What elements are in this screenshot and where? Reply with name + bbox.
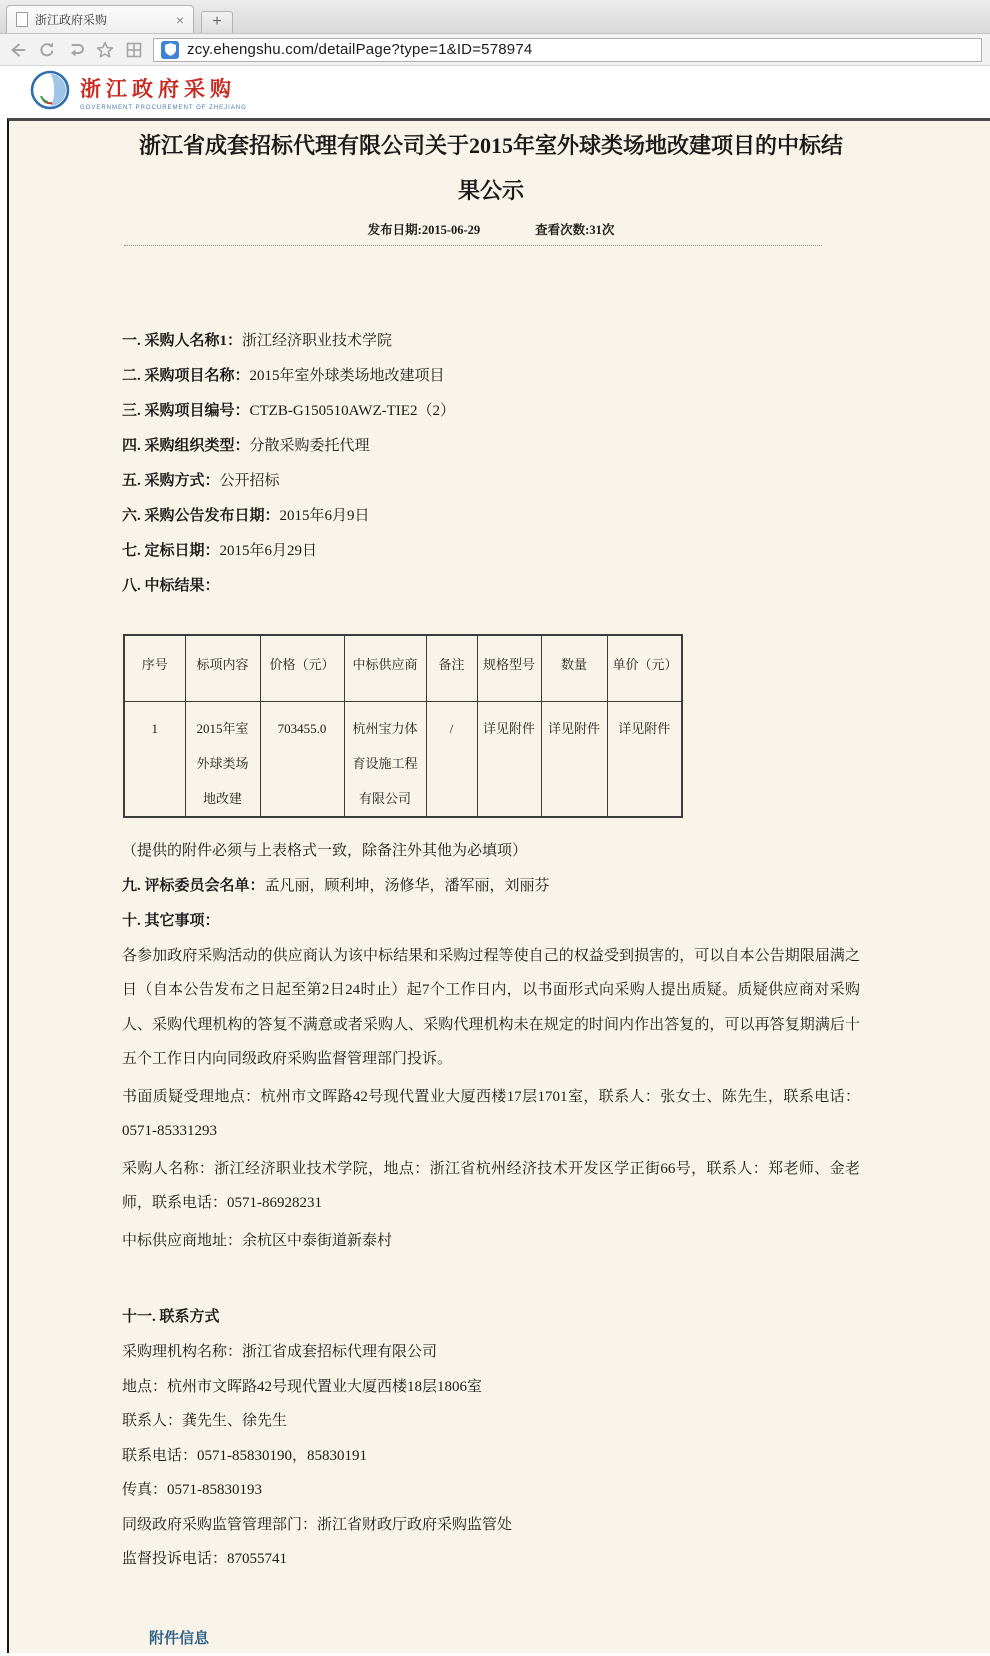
browser-tab[interactable] xyxy=(6,5,194,33)
site-logo-subtitle: GOVERNMENT PROCUREMENT OF ZHEJIANG xyxy=(80,105,247,111)
column-header: 数量 xyxy=(541,635,607,701)
item-value: 公开招标 xyxy=(219,473,280,489)
item-value: 浙江经济职业技术学院 xyxy=(242,333,393,349)
list-item xyxy=(122,499,860,534)
tab-close-icon[interactable]: × xyxy=(175,11,184,28)
contact-line: 联系电话：0571-85830190，85830191 xyxy=(122,1447,367,1464)
item-label: 三. 采购项目编号： xyxy=(122,403,250,419)
browser-tab-bar xyxy=(0,0,990,34)
site-security-shield-icon[interactable] xyxy=(161,41,179,59)
site-header xyxy=(0,66,990,118)
list-item xyxy=(122,569,860,604)
contact-line: 地点：杭州市文晖路42号现代置业大厦西楼18层1806室 xyxy=(122,1378,483,1395)
page-title: 浙江省成套招标代理有限公司关于2015年室外球类场地改建项目的中标结果公示 xyxy=(138,133,843,203)
item-label: 四. 采购组织类型： xyxy=(122,438,250,454)
item-label: 五. 采购方式： xyxy=(122,473,220,489)
info-items xyxy=(122,324,860,604)
item-label: 七. 定标日期： xyxy=(122,543,220,559)
url-text[interactable]: zcy.ehengshu.com/detailPage?type=1&ID=578974 xyxy=(187,41,533,58)
bid-result-table xyxy=(123,634,683,818)
paragraph: 书面质疑受理地点：杭州市文晖路42号现代置业大厦西楼17层1701室，联系人：张女士、陈先生，联系电话：0571-85331293 xyxy=(122,1088,860,1139)
item-value: 2015年6月29日 xyxy=(219,543,318,559)
item-value: 2015年室外球类场地改建项目 xyxy=(249,368,445,384)
item-label: 二. 采购项目名称： xyxy=(122,368,250,384)
item-label: 八. 中标结果： xyxy=(122,578,220,594)
item-label: 六. 采购公告发布日期： xyxy=(122,508,280,524)
list-item xyxy=(122,534,860,569)
table-cell: / xyxy=(426,701,477,817)
divider xyxy=(124,245,822,246)
list-item xyxy=(122,359,860,394)
paragraph: 各参加政府采购活动的供应商认为该中标结果和采购过程等使自己的权益受到损害的，可以自本公告期限届满之日（自本公告发布之日起至第2日24时止）起7个工作日内，以书面形式向采购人提出质疑。质疑供应商对采购人、采购代理机构的答复不满意或者采购人、采购代理机构未在规定的时间内作出答复的，可以再答复期满后十五个工作日内向同级政府采购监督管理部门投诉。 xyxy=(122,947,860,1067)
table-cell: 2015年室外球类场地改建 xyxy=(185,701,260,817)
address-bar[interactable] xyxy=(153,38,982,62)
item-label: 九. 评标委员会名单： xyxy=(122,877,265,894)
site-logo-title[interactable]: 浙江政府采购 xyxy=(80,77,236,101)
back-icon[interactable] xyxy=(8,40,28,60)
site-logo-icon xyxy=(30,70,70,115)
publish-date: 发布日期:2015-06-29 xyxy=(367,223,481,237)
page-content xyxy=(7,118,990,1653)
table-cell: 1 xyxy=(124,701,185,817)
column-header: 标项内容 xyxy=(185,635,260,701)
browser-toolbar xyxy=(0,34,990,66)
table-header-row xyxy=(124,635,682,701)
item-value: 2015年6月9日 xyxy=(279,508,370,524)
column-header: 单价（元） xyxy=(607,635,682,701)
item-label: 十. 其它事项： xyxy=(122,912,220,929)
new-tab-button[interactable]: + xyxy=(201,11,233,33)
table-cell: 杭州宝力体育设施工程有限公司 xyxy=(344,701,426,817)
item-label: 一. 采购人名称1： xyxy=(122,333,243,349)
column-header: 序号 xyxy=(124,635,185,701)
column-header: 规格型号 xyxy=(477,635,541,701)
contact-line: 传真：0571-85830193 xyxy=(122,1482,262,1498)
attachment-section xyxy=(122,1627,938,1654)
paragraph: 采购人名称：浙江经济职业技术学院，地点：浙江省杭州经济技术开发区学正街66号，联系人：郑老师、金老师，联系电话：0571-86928231 xyxy=(122,1160,860,1211)
column-header: 价格（元） xyxy=(260,635,344,701)
other-matters-heading xyxy=(122,904,860,939)
table-cell: 详见附件 xyxy=(541,701,607,817)
page-icon xyxy=(16,12,28,27)
paragraph: 中标供应商地址：余杭区中泰街道新泰村 xyxy=(122,1232,393,1249)
item-value: CTZB-G150510AWZ-TIE2（2） xyxy=(249,403,455,419)
contact-line: 采购理机构名称：浙江省成套招标代理有限公司 xyxy=(122,1344,438,1360)
table-cell: 详见附件 xyxy=(607,701,682,817)
table-note: （提供的附件必须与上表格式一致，除备注外其他为必填项） xyxy=(122,842,528,859)
contact-section-heading: 十一. 联系方式 xyxy=(122,1309,220,1325)
list-item xyxy=(122,429,860,464)
column-header: 中标供应商 xyxy=(344,635,426,701)
evaluation-committee xyxy=(122,869,860,904)
undo-icon[interactable] xyxy=(66,40,86,60)
grid-icon[interactable] xyxy=(124,40,144,60)
star-icon[interactable] xyxy=(95,40,115,60)
column-header: 备注 xyxy=(426,635,477,701)
table-cell: 703455.0 xyxy=(260,701,344,817)
contact-line: 同级政府采购监管管理部门：浙江省财政厅政府采购监管处 xyxy=(122,1516,513,1533)
article-meta xyxy=(122,220,860,238)
item-value: 分散采购委托代理 xyxy=(249,438,370,454)
attachment-heading[interactable]: 附件信息 xyxy=(149,1630,210,1647)
refresh-icon[interactable] xyxy=(37,40,57,60)
tab-title: 浙江政府采购 xyxy=(35,13,108,27)
table-row xyxy=(124,701,682,817)
table-cell: 详见附件 xyxy=(477,701,541,817)
contact-line: 联系人：龚先生、徐先生 xyxy=(122,1413,288,1429)
view-count: 查看次数:31次 xyxy=(535,223,615,237)
list-item xyxy=(122,464,860,499)
list-item xyxy=(122,324,860,359)
contact-line: 监督投诉电话：87055741 xyxy=(122,1551,288,1567)
list-item xyxy=(122,394,860,429)
item-value: 孟凡丽，顾利坤，汤修华，潘军丽，刘丽芬 xyxy=(264,877,550,894)
